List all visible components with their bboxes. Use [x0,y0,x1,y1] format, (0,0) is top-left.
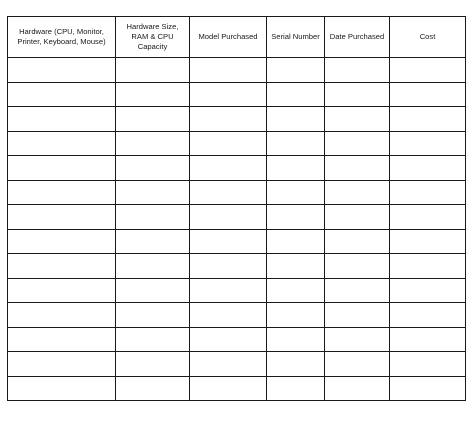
cell-date-purchased[interactable] [325,229,390,254]
cell-hardware[interactable] [8,254,116,279]
header-model-purchased: Model Purchased [190,17,267,58]
cell-hardware[interactable] [8,58,116,83]
cell-model-purchased[interactable] [190,180,267,205]
cell-date-purchased[interactable] [325,156,390,181]
cell-hardware[interactable] [8,327,116,352]
cell-serial-number[interactable] [267,303,325,328]
cell-serial-number[interactable] [267,352,325,377]
cell-hardware[interactable] [8,352,116,377]
cell-hardware[interactable] [8,229,116,254]
cell-hardware[interactable] [8,180,116,205]
header-hardware-size: Hardware Size, RAM & CPU Capacity [116,17,190,58]
cell-model-purchased[interactable] [190,303,267,328]
cell-hardware-size[interactable] [116,229,190,254]
cell-cost[interactable] [390,278,466,303]
table-row [8,278,466,303]
cell-model-purchased[interactable] [190,254,267,279]
table-body [8,58,466,401]
cell-hardware-size[interactable] [116,180,190,205]
cell-model-purchased[interactable] [190,131,267,156]
cell-hardware-size[interactable] [116,376,190,401]
table-row [8,327,466,352]
cell-hardware[interactable] [8,156,116,181]
cell-model-purchased[interactable] [190,156,267,181]
cell-model-purchased[interactable] [190,82,267,107]
cell-hardware-size[interactable] [116,156,190,181]
cell-date-purchased[interactable] [325,180,390,205]
table-row [8,229,466,254]
header-date-purchased: Date Purchased [325,17,390,58]
cell-hardware-size[interactable] [116,131,190,156]
cell-model-purchased[interactable] [190,229,267,254]
cell-hardware[interactable] [8,107,116,132]
hardware-inventory-table [7,16,466,401]
table-row [8,58,466,83]
cell-cost[interactable] [390,82,466,107]
table-row [8,180,466,205]
cell-date-purchased[interactable] [325,327,390,352]
cell-hardware-size[interactable] [116,82,190,107]
table-row [8,156,466,181]
cell-hardware[interactable] [8,303,116,328]
cell-cost[interactable] [390,156,466,181]
cell-date-purchased[interactable] [325,352,390,377]
cell-serial-number[interactable] [267,156,325,181]
cell-hardware-size[interactable] [116,107,190,132]
cell-serial-number[interactable] [267,376,325,401]
cell-serial-number[interactable] [267,205,325,230]
cell-cost[interactable] [390,327,466,352]
cell-cost[interactable] [390,254,466,279]
table-row [8,376,466,401]
table-row [8,254,466,279]
cell-cost[interactable] [390,131,466,156]
table-row [8,205,466,230]
cell-cost[interactable] [390,352,466,377]
cell-cost[interactable] [390,180,466,205]
cell-serial-number[interactable] [267,278,325,303]
cell-serial-number[interactable] [267,82,325,107]
table-row [8,303,466,328]
cell-serial-number[interactable] [267,180,325,205]
cell-date-purchased[interactable] [325,278,390,303]
table-header-row [8,17,466,58]
header-cost: Cost [390,17,466,58]
cell-hardware[interactable] [8,82,116,107]
cell-serial-number[interactable] [267,254,325,279]
cell-hardware-size[interactable] [116,352,190,377]
cell-serial-number[interactable] [267,131,325,156]
cell-hardware[interactable] [8,278,116,303]
table-row [8,352,466,377]
cell-date-purchased[interactable] [325,254,390,279]
cell-model-purchased[interactable] [190,376,267,401]
cell-model-purchased[interactable] [190,205,267,230]
cell-cost[interactable] [390,376,466,401]
cell-cost[interactable] [390,107,466,132]
cell-hardware-size[interactable] [116,254,190,279]
header-serial-number: Serial Number [267,17,325,58]
cell-hardware[interactable] [8,205,116,230]
cell-hardware[interactable] [8,376,116,401]
cell-hardware[interactable] [8,131,116,156]
cell-hardware-size[interactable] [116,303,190,328]
cell-model-purchased[interactable] [190,327,267,352]
table-row [8,82,466,107]
cell-serial-number[interactable] [267,107,325,132]
cell-serial-number[interactable] [267,229,325,254]
cell-model-purchased[interactable] [190,107,267,132]
cell-cost[interactable] [390,303,466,328]
header-hardware: Hardware (CPU, Monitor, Printer, Keyboard, Mouse) [8,17,116,58]
table-row [8,107,466,132]
cell-hardware-size[interactable] [116,278,190,303]
inventory-sheet [7,16,465,404]
cell-date-purchased[interactable] [325,376,390,401]
cell-date-purchased[interactable] [325,107,390,132]
cell-model-purchased[interactable] [190,278,267,303]
cell-serial-number[interactable] [267,327,325,352]
cell-model-purchased[interactable] [190,58,267,83]
cell-cost[interactable] [390,58,466,83]
cell-date-purchased[interactable] [325,131,390,156]
cell-model-purchased[interactable] [190,352,267,377]
cell-date-purchased[interactable] [325,82,390,107]
cell-hardware-size[interactable] [116,327,190,352]
table-row [8,131,466,156]
cell-cost[interactable] [390,229,466,254]
cell-hardware-size[interactable] [116,205,190,230]
cell-cost[interactable] [390,205,466,230]
cell-date-purchased[interactable] [325,205,390,230]
cell-date-purchased[interactable] [325,58,390,83]
cell-serial-number[interactable] [267,58,325,83]
cell-date-purchased[interactable] [325,303,390,328]
cell-hardware-size[interactable] [116,58,190,83]
